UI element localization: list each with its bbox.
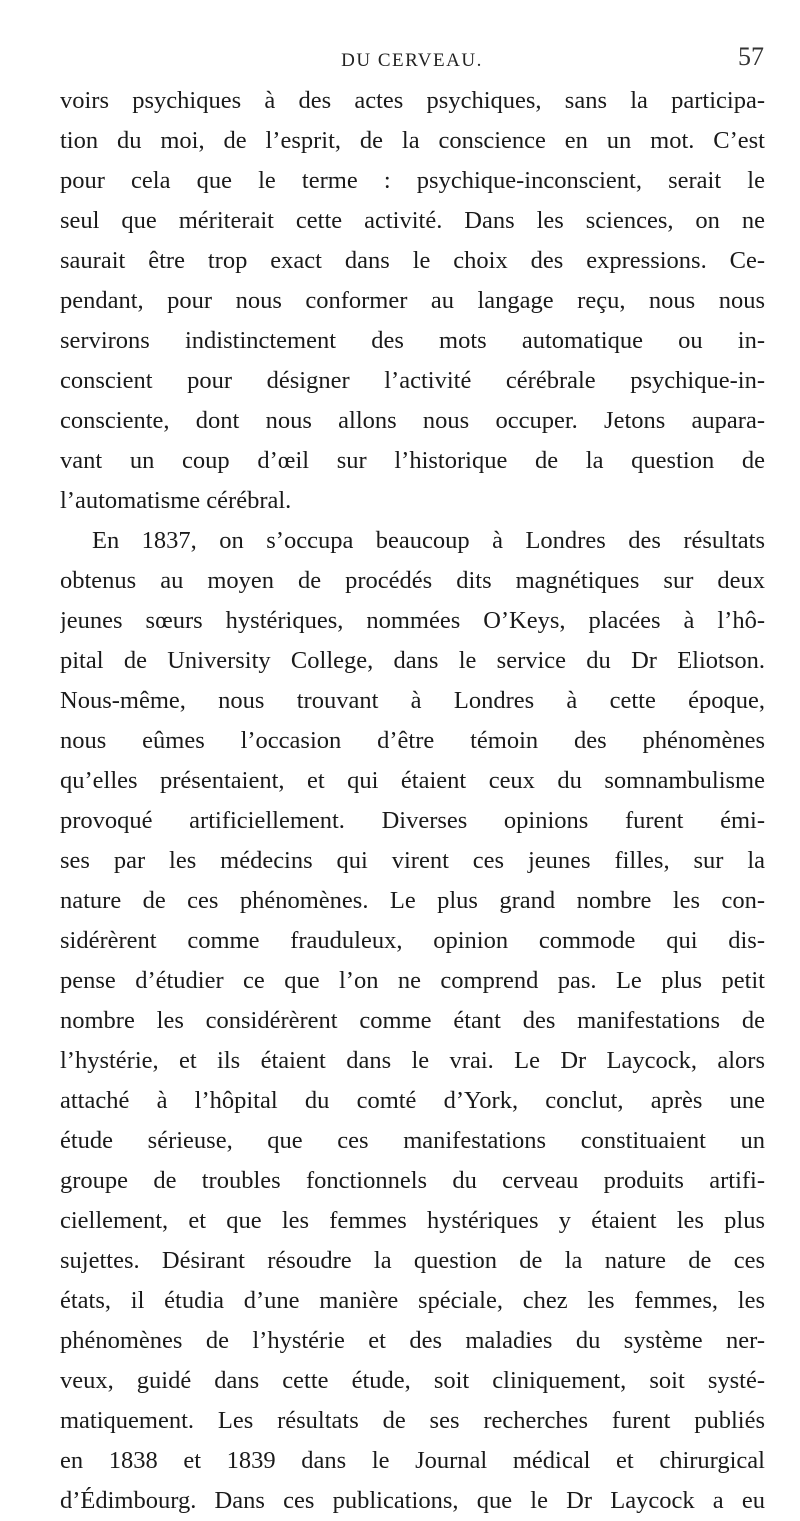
- text-line: conscient pour désigner l’activité cérébrale psychique-in-: [60, 367, 765, 394]
- text-line: d’Édimbourg. Dans ces publications, que le Dr Laycock a eu: [60, 1487, 765, 1514]
- text-line: provoqué artificiellement. Diverses opinions furent émi-: [60, 807, 765, 834]
- text-line: nous eûmes l’occasion d’être témoin des phénomènes: [60, 727, 765, 754]
- text-line: pital de University College, dans le service du Dr Eliotson.: [60, 647, 765, 674]
- text-line: qu’elles présentaient, et qui étaient ceux du somnambulisme: [60, 767, 765, 794]
- text-line: états, il étudia d’une manière spéciale, chez les femmes, les: [60, 1287, 765, 1314]
- body-text: [60, 81, 765, 1521]
- text-line: obtenus au moyen de procédés dits magnétiques sur deux: [60, 567, 765, 594]
- text-line: étude sérieuse, que ces manifestations constituaient un: [60, 1127, 765, 1154]
- text-line: matiquement. Les résultats de ses recherches furent publiés: [60, 1407, 765, 1434]
- text-line: tion du moi, de l’esprit, de la conscience en un mot. C’est: [60, 127, 765, 154]
- text-line: veux, guidé dans cette étude, soit cliniquement, soit systé-: [60, 1367, 765, 1394]
- text-line: pour cela que le terme : psychique-inconscient, serait le: [60, 167, 765, 194]
- text-line: saurait être trop exact dans le choix des expressions. Ce-: [60, 247, 765, 274]
- text-line: sidérèrent comme frauduleux, opinion commode qui dis-: [60, 927, 765, 954]
- text-line: En 1837, on s’occupa beaucoup à Londres des résultats: [92, 527, 765, 554]
- text-line: pense d’étudier ce que l’on ne comprend pas. Le plus petit: [60, 967, 765, 994]
- text-line: l’automatisme cérébral.: [60, 487, 292, 514]
- text-line: l’hystérie, et ils étaient dans le vrai. Le Dr Laycock, alors: [60, 1047, 765, 1074]
- page-header: [60, 42, 764, 80]
- text-line: sujettes. Désirant résoudre la question de la nature de ces: [60, 1247, 765, 1274]
- text-line: groupe de troubles fonctionnels du cerveau produits artifi-: [60, 1167, 765, 1194]
- text-line: voirs psychiques à des actes psychiques, sans la participa-: [60, 87, 765, 114]
- text-line: nombre les considérèrent comme étant des manifestations de: [60, 1007, 765, 1034]
- text-line: vant un coup d’œil sur l’historique de la question de: [60, 447, 765, 474]
- text-line: seul que mériterait cette activité. Dans les sciences, on ne: [60, 207, 765, 234]
- text-line: ses par les médecins qui virent ces jeunes filles, sur la: [60, 847, 765, 874]
- text-line: servirons indistinctement des mots automatique ou in-: [60, 327, 765, 354]
- text-line: nature de ces phénomènes. Le plus grand nombre les con-: [60, 887, 765, 914]
- text-line: phénomènes de l’hystérie et des maladies du système ner-: [60, 1327, 765, 1354]
- text-line: jeunes sœurs hystériques, nommées O’Keys, placées à l’hô-: [60, 607, 765, 634]
- running-head: DU CERVEAU.: [341, 50, 483, 71]
- text-line: Nous-même, nous trouvant à Londres à cette époque,: [60, 687, 765, 714]
- text-line: en 1838 et 1839 dans le Journal médical et chirurgical: [60, 1447, 765, 1474]
- text-line: consciente, dont nous allons nous occuper. Jetons aupara-: [60, 407, 765, 434]
- text-line: ciellement, et que les femmes hystériques y étaient les plus: [60, 1207, 765, 1234]
- text-line: pendant, pour nous conformer au langage reçu, nous nous: [60, 287, 765, 314]
- page-number: 57: [738, 42, 764, 71]
- text-line: attaché à l’hôpital du comté d’York, conclut, après une: [60, 1087, 765, 1114]
